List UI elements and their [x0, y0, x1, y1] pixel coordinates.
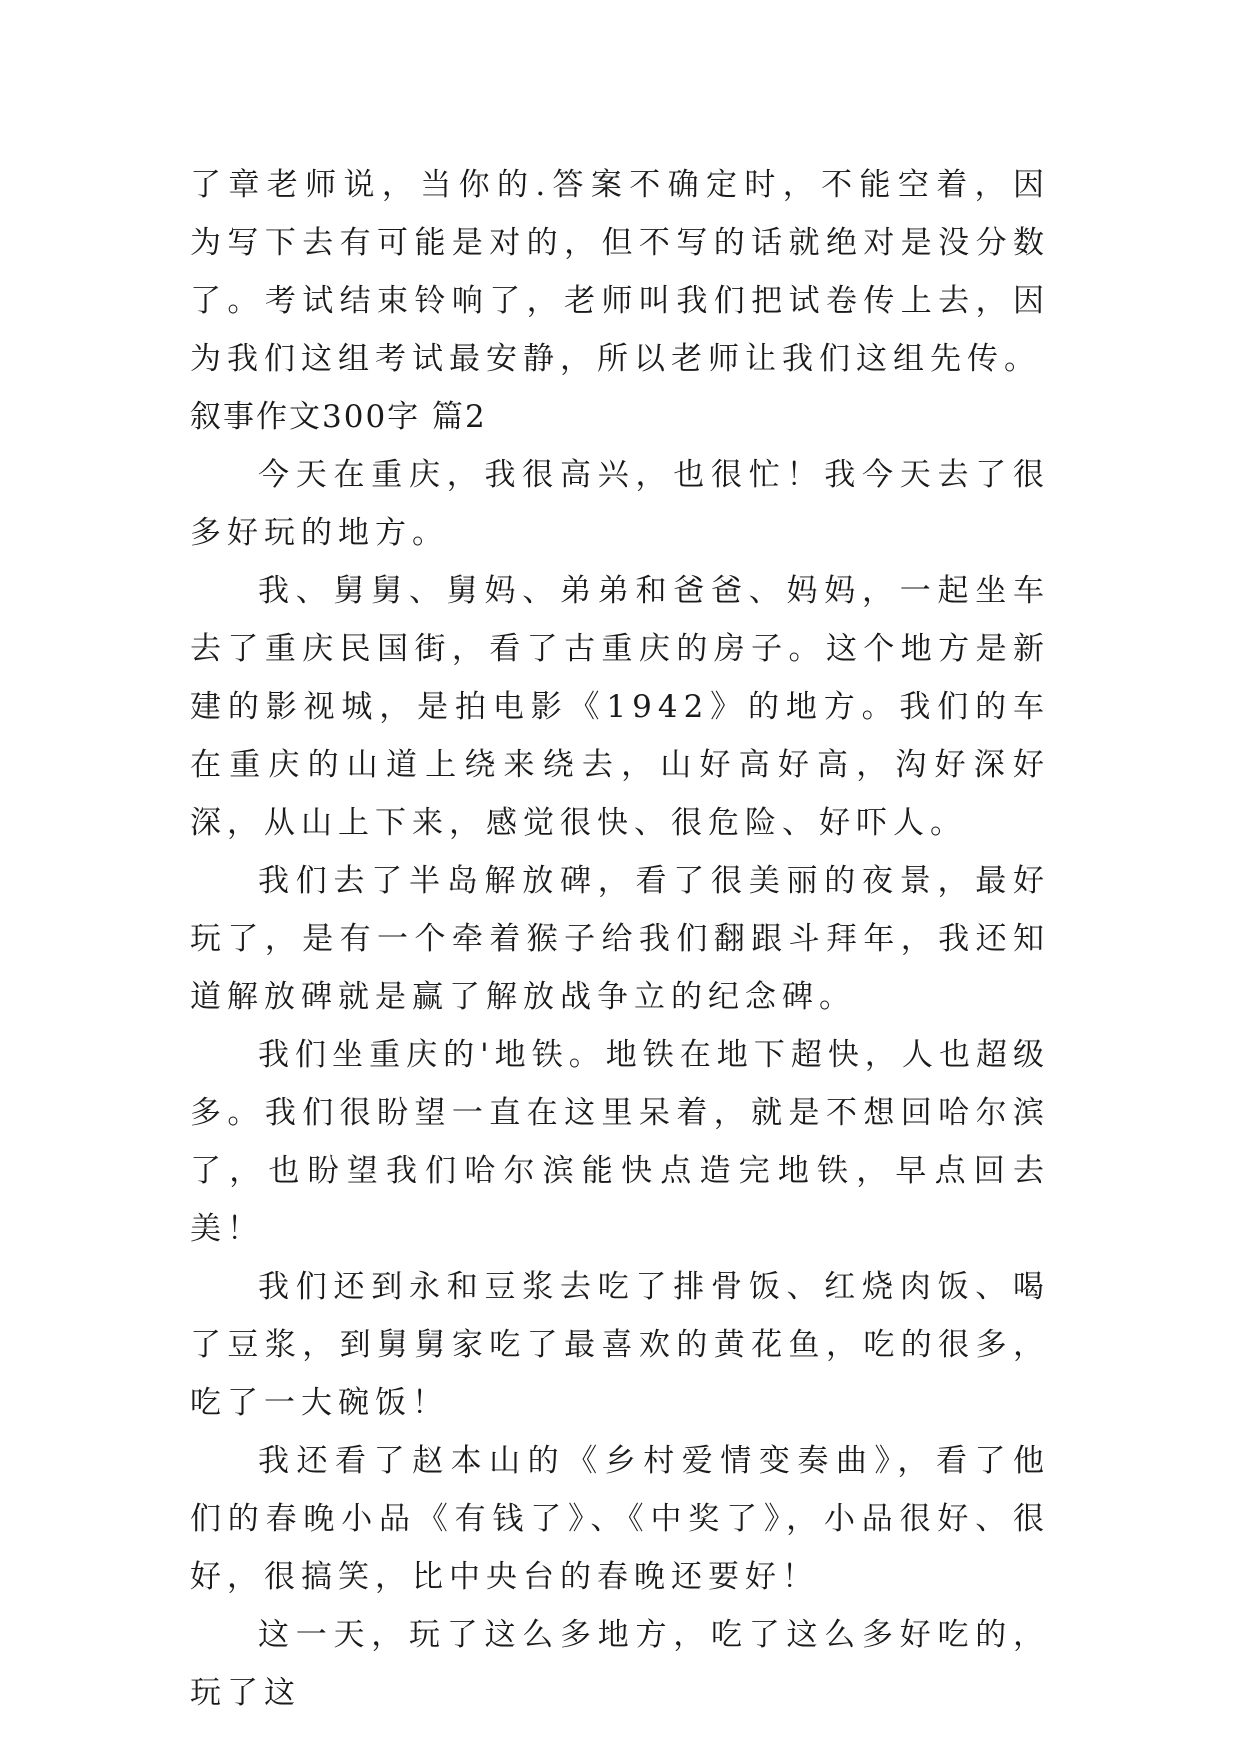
paragraph: 我们去了半岛解放碑，看了很美丽的夜景，最好玩了，是有一个牵着猴子给我们翻跟斗拜年，我还知道解放碑就是赢了解放战争立的纪念碑。 [190, 863, 1050, 1015]
paragraph: 我们还到永和豆浆去吃了排骨饭、红烧肉饭、喝了豆浆，到舅舅家吃了最喜欢的黄花鱼，吃的很多，吃了一大碗饭！ [190, 1269, 1050, 1421]
paragraph: 我还看了赵本山的《乡村爱情变奏曲》，看了他们的春晚小品《有钱了》、《中奖了》，小品很好、很好，很搞笑，比中央台的春晚还要好！ [190, 1443, 1050, 1595]
paragraph: 这一天，玩了这么多地方，吃了这么多好吃的，玩了这 [190, 1617, 1050, 1711]
paragraph-continuation: 了章老师说，当你的.答案不确定时，不能空着，因为写下去有可能是对的，但不写的话就绝对是没分数了。考试结束铃响了，老师叫我们把试卷传上去，因为我们这组考试最安静，所以老师让我们这组先传。 [190, 167, 1050, 377]
document-page [190, 156, 1050, 1722]
section-heading: 叙事作文300字 篇2 [190, 399, 487, 435]
paragraph: 我们坐重庆的'地铁。地铁在地下超快，人也超级多。我们很盼望一直在这里呆着，就是不想回哈尔滨了，也盼望我们哈尔滨能快点造完地铁，早点回去美！ [190, 1037, 1050, 1247]
paragraph: 我、舅舅、舅妈、弟弟和爸爸、妈妈，一起坐车去了重庆民国街，看了古重庆的房子。这个地方是新建的影视城，是拍电影《1942》的地方。我们的车在重庆的山道上绕来绕去，山好高好高，沟好深好深，从山上下来，感觉很快、很危险、好吓人。 [190, 573, 1050, 841]
paragraph: 今天在重庆，我很高兴，也很忙！我今天去了很多好玩的地方。 [190, 457, 1050, 551]
